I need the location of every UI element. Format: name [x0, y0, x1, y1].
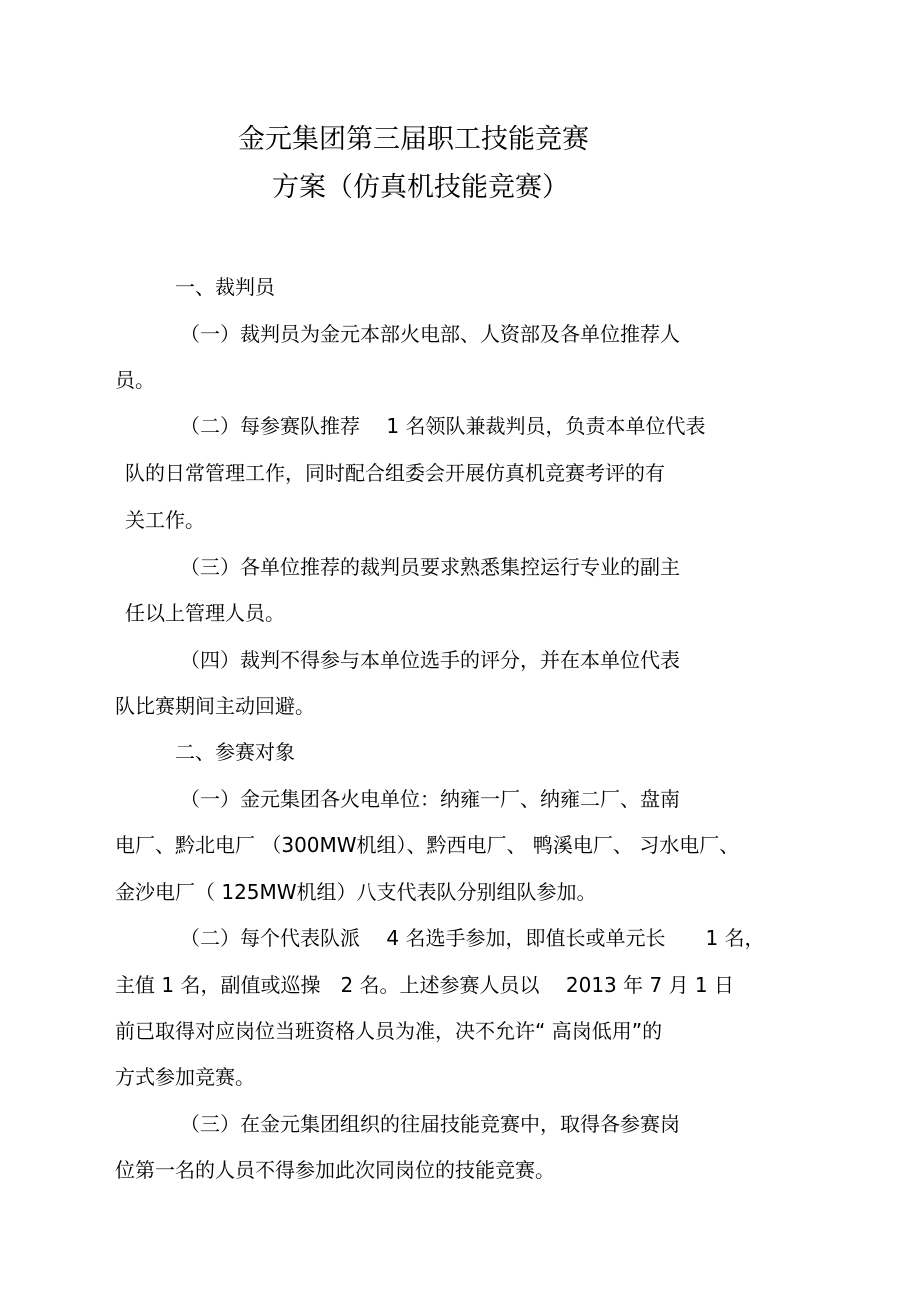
text-line: 金沙电厂（ 125MW机组）八支代表队分别组队参加。 — [115, 880, 597, 904]
text-line: 队的日常管理工作，同时配合组委会开展仿真机竞赛考评的有 — [125, 461, 665, 485]
text-line: （一）金元集团各火电单位：纳雍一厂、纳雍二厂、盘南 — [180, 787, 680, 811]
text-line: 员。 — [115, 368, 155, 392]
text-line: 位第一名的人员不得参加此次同岗位的技能竞赛。 — [115, 1158, 555, 1182]
section-heading: 二、参赛对象 — [175, 740, 295, 764]
text-line: （二）每参赛队推荐 1 名领队兼裁判员，负责本单位代表 — [180, 414, 706, 438]
text-line: 方式参加竞赛。 — [115, 1065, 255, 1089]
document-title-line1: 金元集团第三届职工技能竞赛 — [238, 124, 589, 155]
text-line: 队比赛期间主动回避。 — [115, 694, 315, 718]
document-title-line2: 方案（仿真机技能竞赛） — [272, 172, 569, 203]
text-line: （三）在金元集团组织的往届技能竞赛中，取得各参赛岗 — [180, 1112, 680, 1136]
text-line: 前已取得对应岗位当班资格人员为准，决不允许“ 高岗低用”的 — [115, 1019, 663, 1043]
text-line: 主值 1 名，副值或巡操 2 名。上述参赛人员以 2013 年 7 月 1 日 — [115, 973, 735, 997]
text-line: 任以上管理人员。 — [125, 601, 285, 625]
text-line: （四）裁判不得参与本单位选手的评分，并在本单位代表 — [180, 648, 680, 672]
text-line: 关工作。 — [125, 508, 205, 532]
section-heading: 一、裁判员 — [175, 275, 275, 299]
text-line: （二）每个代表队派 4 名选手参加，即值长或单元长 1 名， — [180, 926, 765, 950]
text-line: （三）各单位推荐的裁判员要求熟悉集控运行专业的副主 — [180, 555, 680, 579]
text-line: 电厂、黔北电厂 （300MW机组）、黔西电厂、 鸭溪电厂、 习水电厂、 — [115, 833, 740, 857]
text-line: （一）裁判员为金元本部火电部、人资部及各单位推荐人 — [180, 322, 680, 346]
